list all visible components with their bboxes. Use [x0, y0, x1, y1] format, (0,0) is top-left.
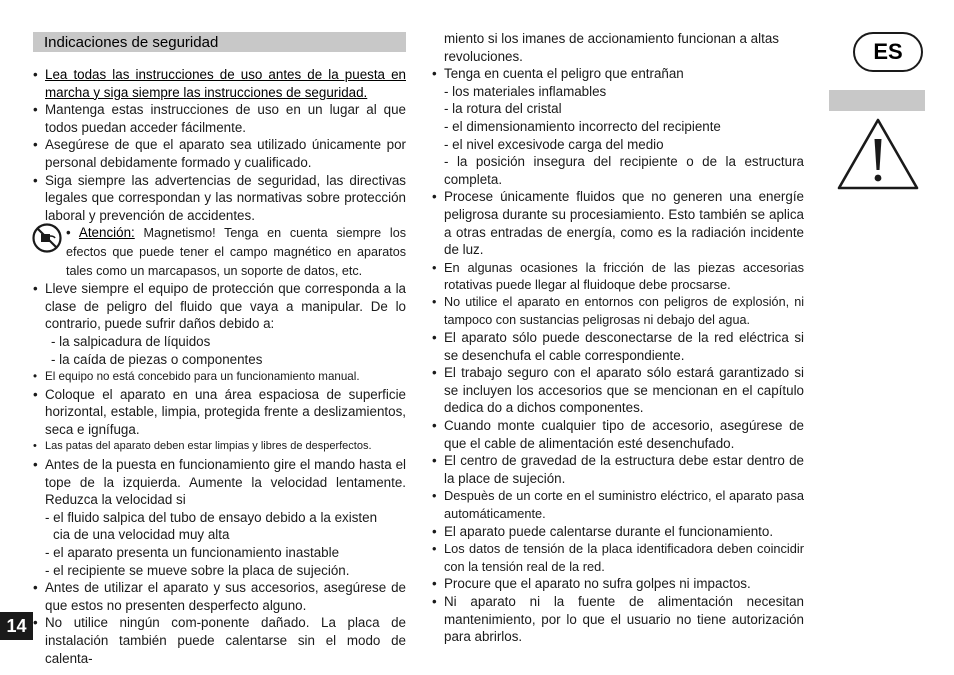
- list-item: • Despuès de un corte en el suministro eléctrico, el aparato pasa automáticamente.: [432, 488, 804, 522]
- list-item: • Asegúrese de que el aparato sea utilizado únicamente por personal debidamente formado y cualificado.: [33, 137, 406, 170]
- list-item-text: Procese únicamente fluidos que no generen una energíe peligrosa durante su procesiamiento. Esto también se aplica a otras entradas de energía, como es la radiación incidente de luz.: [444, 189, 804, 258]
- list-item-text: Magnetismo! Tenga en cuenta siempre los efectos que puede tener el campo magnético en aparatos tales como un marcapasos, un soporte de datos, etc.: [66, 226, 406, 278]
- list-item: • Ni aparato ni la fuente de alimentación necesitan mantenimiento, por lo que el usuario no tiene autorización para abrirlos.: [432, 594, 804, 645]
- list-item-text: Mantenga estas instrucciones de uso en un lugar al que todos puedan acceder fácilmente.: [45, 102, 406, 135]
- right-column: [432, 30, 804, 646]
- list-item: • El equipo no está concebido para un funcionamiento manual.: [33, 370, 360, 384]
- sub-item: - el dimensionamiento incorrecto del recipiente: [444, 118, 721, 134]
- list-item-text: Siga siempre las advertencias de seguridad, las directivas legales que correspondan y las normativas sobre protección laboral y prevención de accidentes.: [45, 172, 406, 223]
- list-item: • Procure que el aparato no sufra golpes ni impactos.: [432, 576, 751, 592]
- list-item-text: Lleve siempre el equipo de protección que corresponda a la clase de peligro del fluido que vaya a manipular. De lo contrario, puede sufrir daños debido a:: [45, 281, 406, 332]
- list-item-text: Los datos de tensión de la placa identificadora deben coincidir con la tensión real de la red.: [444, 541, 804, 574]
- list-item: • No utilice el aparato en entornos con peligros de explosión, ni tampoco con sustancias peligrosas ni debajo del agua.: [432, 294, 804, 327]
- list-item-text: Asegúrese de que el aparato sea utilizado únicamente por personal debidamente formado y cualificado.: [45, 137, 406, 170]
- list-item-text: El trabajo seguro con el aparato sólo estará garantizado si se incluyen los accesorios que se mencionan en el capítulo dedica do a dichos componentes.: [444, 365, 804, 416]
- list-item-text: El aparato puede calentarse durante el funcionamiento.: [444, 523, 774, 539]
- sub-item: - el fluido salpica del tubo de ensayo debido a la existen cia de una velocidad muy alta: [45, 509, 378, 543]
- section-heading: Indicaciones de seguridad: [33, 32, 406, 52]
- list-item-text: Coloque el aparato en una área espaciosa de superficie horizontal, estable, limpia, protegida frente a deslizamientos, seca e ignífuga.: [45, 386, 406, 437]
- list-item: • En algunas ocasiones la fricción de las piezas accesorias rotativas puede llegar al fluidoque debe procsarse.: [432, 259, 804, 293]
- list-item: • El trabajo seguro con el aparato sólo estará garantizado si se incluyen los accesorios que se mencionan en el capítulo dedica do a dichos componentes.: [432, 365, 804, 416]
- attention-label: Atención:: [78, 225, 135, 241]
- sub-item: - los materiales inflamables: [444, 83, 607, 99]
- list-item: [33, 66, 406, 101]
- list-item: • Cuando monte cualquier tipo de accesorio, asegúrese de que el cable de alimentación esté desenchufado.: [432, 418, 804, 451]
- list-item: • Coloque el aparato en una área espaciosa de superficie horizontal, estable, limpia, protegida frente a deslizamientos, seca e ignífuga.: [33, 386, 406, 437]
- sub-item: - la rotura del cristal: [444, 101, 562, 117]
- sub-item: - la salpicadura de líquidos: [51, 333, 211, 349]
- warning-triangle-icon: [836, 117, 920, 191]
- list-item-text: El equipo no está concebido para un funcionamiento manual.: [45, 370, 360, 384]
- list-item: • Antes de la puesta en funcionamiento gire el mando hasta el tope de la izquierda. Aumente la velocidad lentamente. Reduzca la velocidad si: [33, 457, 406, 508]
- left-column: [33, 30, 406, 667]
- magnet-warning-item: • Atención: Magnetismo! Tenga en cuenta siempre los efectos que puede tener el campo magnético en aparatos tales como un marcapasos, un soporte de datos, etc.: [33, 224, 406, 280]
- list-item: • El aparato sólo puede desconectarse de la red eléctrica si se desenchufa el cable correspondiente.: [432, 330, 804, 363]
- list-item-text: Lea todas las instrucciones de uso antes de la puesta en marcha y siga siempre las instrucciones de seguridad.: [45, 67, 406, 100]
- list-item: • Siga siempre las advertencias de seguridad, las directivas legales que correspondan y las normativas sobre protección laboral y prevención de accidentes.: [33, 172, 406, 223]
- list-item-text: No utilice el aparato en entornos con peligros de explosión, ni tampoco con sustancias peligrosas ni debajo del agua.: [444, 294, 804, 327]
- sub-item: - la caída de piezas o componentes: [51, 351, 263, 367]
- list-item-text: Ni aparato ni la fuente de alimentación necesitan mantenimiento, por lo que el usuario no tiene autorización para abrirlos.: [444, 594, 804, 645]
- list-item-text: Antes de la puesta en funcionamiento gire el mando hasta el tope de la izquierda. Aumente la velocidad lentamente. Reduzca la velocidad si: [45, 457, 406, 508]
- no-pacemaker-magnet-icon: [32, 223, 62, 253]
- list-item-text: Procure que el aparato no sufra golpes ni impactos.: [444, 576, 751, 592]
- list-item-text: Antes de utilizar el aparato y sus accesorios, asegúrese de que estos no presenten desperfecto alguno.: [45, 580, 406, 613]
- list-item: • Tenga en cuenta el peligro que entrañan: [432, 66, 684, 82]
- language-badge: ES: [853, 32, 923, 72]
- list-item-text: No utilice ningún com-ponente dañado. La placa de instalación también puede calentarse sin el modo de calenta-: [45, 615, 406, 666]
- list-item-text: Las patas del aparato deben estar limpias y libres de desperfectos.: [45, 440, 372, 453]
- list-item: • No utilice ningún com-ponente dañado. La placa de instalación también puede calentarse sin el modo de calenta-: [33, 615, 406, 666]
- sub-item: - la posición insegura del recipiente o de la estructura completa.: [444, 154, 804, 187]
- list-item-text: El aparato sólo puede desconectarse de la red eléctrica si se desenchufa el cable correspondiente.: [444, 330, 804, 363]
- continued-text: miento si los imanes de accionamiento funcionan a altas revoluciones.: [444, 31, 779, 64]
- page-number: 14: [0, 612, 33, 640]
- list-item-text: Tenga en cuenta el peligro que entrañan: [444, 66, 684, 82]
- list-item-text: Despuès de un corte en el suministro eléctrico, el aparato pasa automáticamente.: [444, 488, 804, 522]
- sub-item: - el nivel excesivode carga del medio: [444, 136, 664, 152]
- list-item-text: Cuando monte cualquier tipo de accesorio, asegúrese de que el cable de alimentación esté desenchufado.: [444, 418, 804, 451]
- side-bar-divider: [829, 90, 925, 111]
- list-item: • Procese únicamente fluidos que no generen una energíe peligrosa durante su procesiamiento. Esto también se aplica a otras entradas de energía, como es la radiación incidente de luz.: [432, 189, 804, 258]
- sub-item: - el recipiente se mueve sobre la placa de sujeción.: [45, 562, 350, 578]
- list-item: • Antes de utilizar el aparato y sus accesorios, asegúrese de que estos no presenten desperfecto alguno.: [33, 580, 406, 613]
- list-item-text: En algunas ocasiones la fricción de las piezas accesorias rotativas puede llegar al fluidoque debe procsarse.: [444, 259, 804, 293]
- sub-item: - el aparato presenta un funcionamiento inastable: [45, 545, 340, 561]
- list-item: • El centro de gravedad de la estructura debe estar dentro de la place de sujeción.: [432, 453, 804, 486]
- bullet-dot: •: [33, 67, 38, 82]
- list-item: • Lleve siempre el equipo de protección que corresponda a la clase de peligro del fluido que vaya a manipular. De lo contrario, puede sufrir daños debido a:: [33, 281, 406, 332]
- list-item: • Mantenga estas instrucciones de uso en un lugar al que todos puedan acceder fácilmente.: [33, 102, 406, 135]
- list-item-text: El centro de gravedad de la estructura debe estar dentro de la place de sujeción.: [444, 453, 804, 486]
- list-item: • El aparato puede calentarse durante el funcionamiento.: [432, 523, 774, 539]
- list-item: • Los datos de tensión de la placa identificadora deben coincidir con la tensión real de la red.: [432, 541, 804, 574]
- list-item: • Las patas del aparato deben estar limpias y libres de desperfectos.: [33, 440, 372, 453]
